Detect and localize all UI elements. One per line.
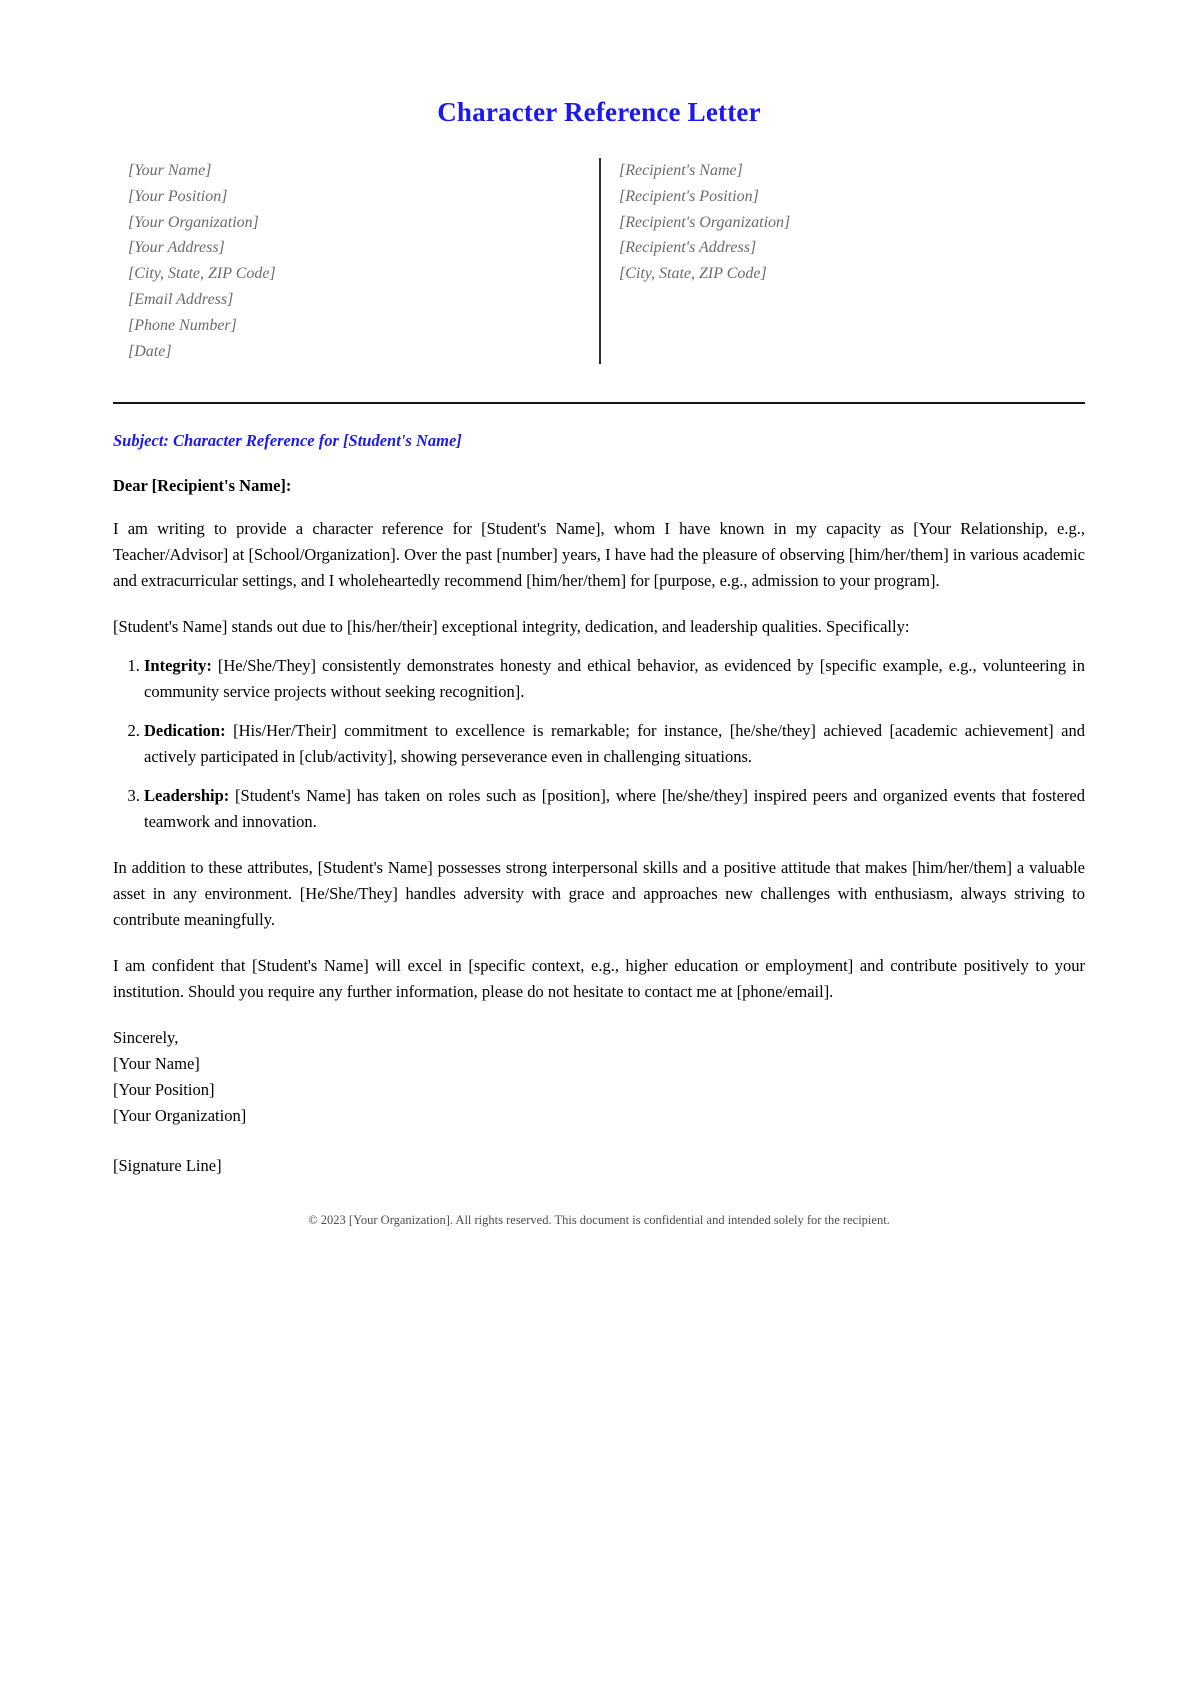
sender-address: [Your Address]	[128, 239, 225, 257]
letterhead	[113, 158, 1085, 364]
closing-organization: [Your Organization]	[113, 1106, 247, 1126]
closing-name: [Your Name]	[113, 1054, 200, 1074]
sender-block	[113, 158, 599, 364]
sender-phone: [Phone Number]	[128, 316, 237, 334]
paragraph-confidence: I am confident that [Student's Name] will excel in [specific context, e.g., higher education or employment] and contribute positively to your institution. Should you require any further information, please do not hesitate to contact me at [phone/email].	[113, 956, 1085, 1002]
closing-position: [Your Position]	[113, 1080, 215, 1100]
paragraph-additional: In addition to these attributes, [Student's Name] possesses strong interpersonal skills and a positive attitude that makes [him/her/them] a valuable asset in any environment. [He/She/They] handles adversity with grace and approaches new challenges with enthusiasm, always striving to contribute meaningfully.	[113, 858, 1085, 930]
recipient-position: [Recipient's Position]	[619, 187, 759, 205]
recipient-block	[599, 158, 1085, 364]
recipient-organization: [Recipient's Organization]	[619, 213, 791, 231]
quality-label: Leadership:	[144, 786, 230, 806]
quality-text: [He/She/They] consistently demonstrates honesty and ethical behavior, as evidenced by [specific example, e.g., volunteering in community service projects without seeking recognition].	[144, 656, 1085, 702]
salutation: Dear [Recipient's Name]:	[113, 476, 292, 496]
copyright-footer: © 2023 [Your Organization]. All rights reserved. This document is confidential and intended solely for the recipient.	[308, 1213, 890, 1228]
recipient-name: [Recipient's Name]	[619, 162, 743, 179]
quality-text: [His/Her/Their] commitment to excellence is remarkable; for instance, [he/she/they] achieved [academic achievement] and actively participated in [club/activity], showing perseverance even in challenging situations.	[144, 721, 1086, 767]
sender-date: [Date]	[128, 342, 172, 360]
page-title: Character Reference Letter	[437, 97, 761, 127]
horizontal-rule	[113, 402, 1085, 404]
list-item-leadership	[144, 783, 1085, 835]
recipient-address: [Recipient's Address]	[619, 239, 757, 257]
sender-position: [Your Position]	[128, 187, 228, 205]
sender-email: [Email Address]	[128, 290, 234, 308]
paragraph-qualities-lead: [Student's Name] stands out due to [his/her/their] exceptional integrity, dedication, and leadership qualities. Specifically:	[113, 617, 910, 637]
quality-label: Dedication:	[144, 721, 226, 741]
list-item-dedication	[144, 718, 1085, 770]
sender-organization: [Your Organization]	[128, 213, 259, 231]
closing-sincerely: Sincerely,	[113, 1028, 179, 1048]
qualities-list	[113, 653, 1085, 835]
closing-block	[113, 1025, 1085, 1129]
subject-line: Subject: Character Reference for [Student's Name]	[113, 431, 462, 451]
list-item-integrity	[144, 653, 1085, 705]
recipient-city-state-zip: [City, State, ZIP Code]	[619, 265, 767, 283]
signature-line: [Signature Line]	[113, 1156, 222, 1176]
sender-city-state-zip: [City, State, ZIP Code]	[128, 265, 276, 283]
quality-text: [Student's Name] has taken on roles such as [position], where [he/she/they] inspired peers and organized events that fostered teamwork and innovation.	[144, 786, 1085, 832]
sender-name: [Your Name]	[128, 162, 212, 179]
quality-label: Integrity:	[144, 656, 212, 676]
paragraph-intro: I am writing to provide a character reference for [Student's Name], whom I have known in my capacity as [Your Relationship, e.g., Teacher/Advisor] at [School/Organization]. Over the past [number] years, I have had the pleasure of observing [him/her/them] in various academic and extracurricular settings, and I wholeheartedly recommend [him/her/them] for [purpose, e.g., admission to your program].	[113, 519, 1085, 591]
